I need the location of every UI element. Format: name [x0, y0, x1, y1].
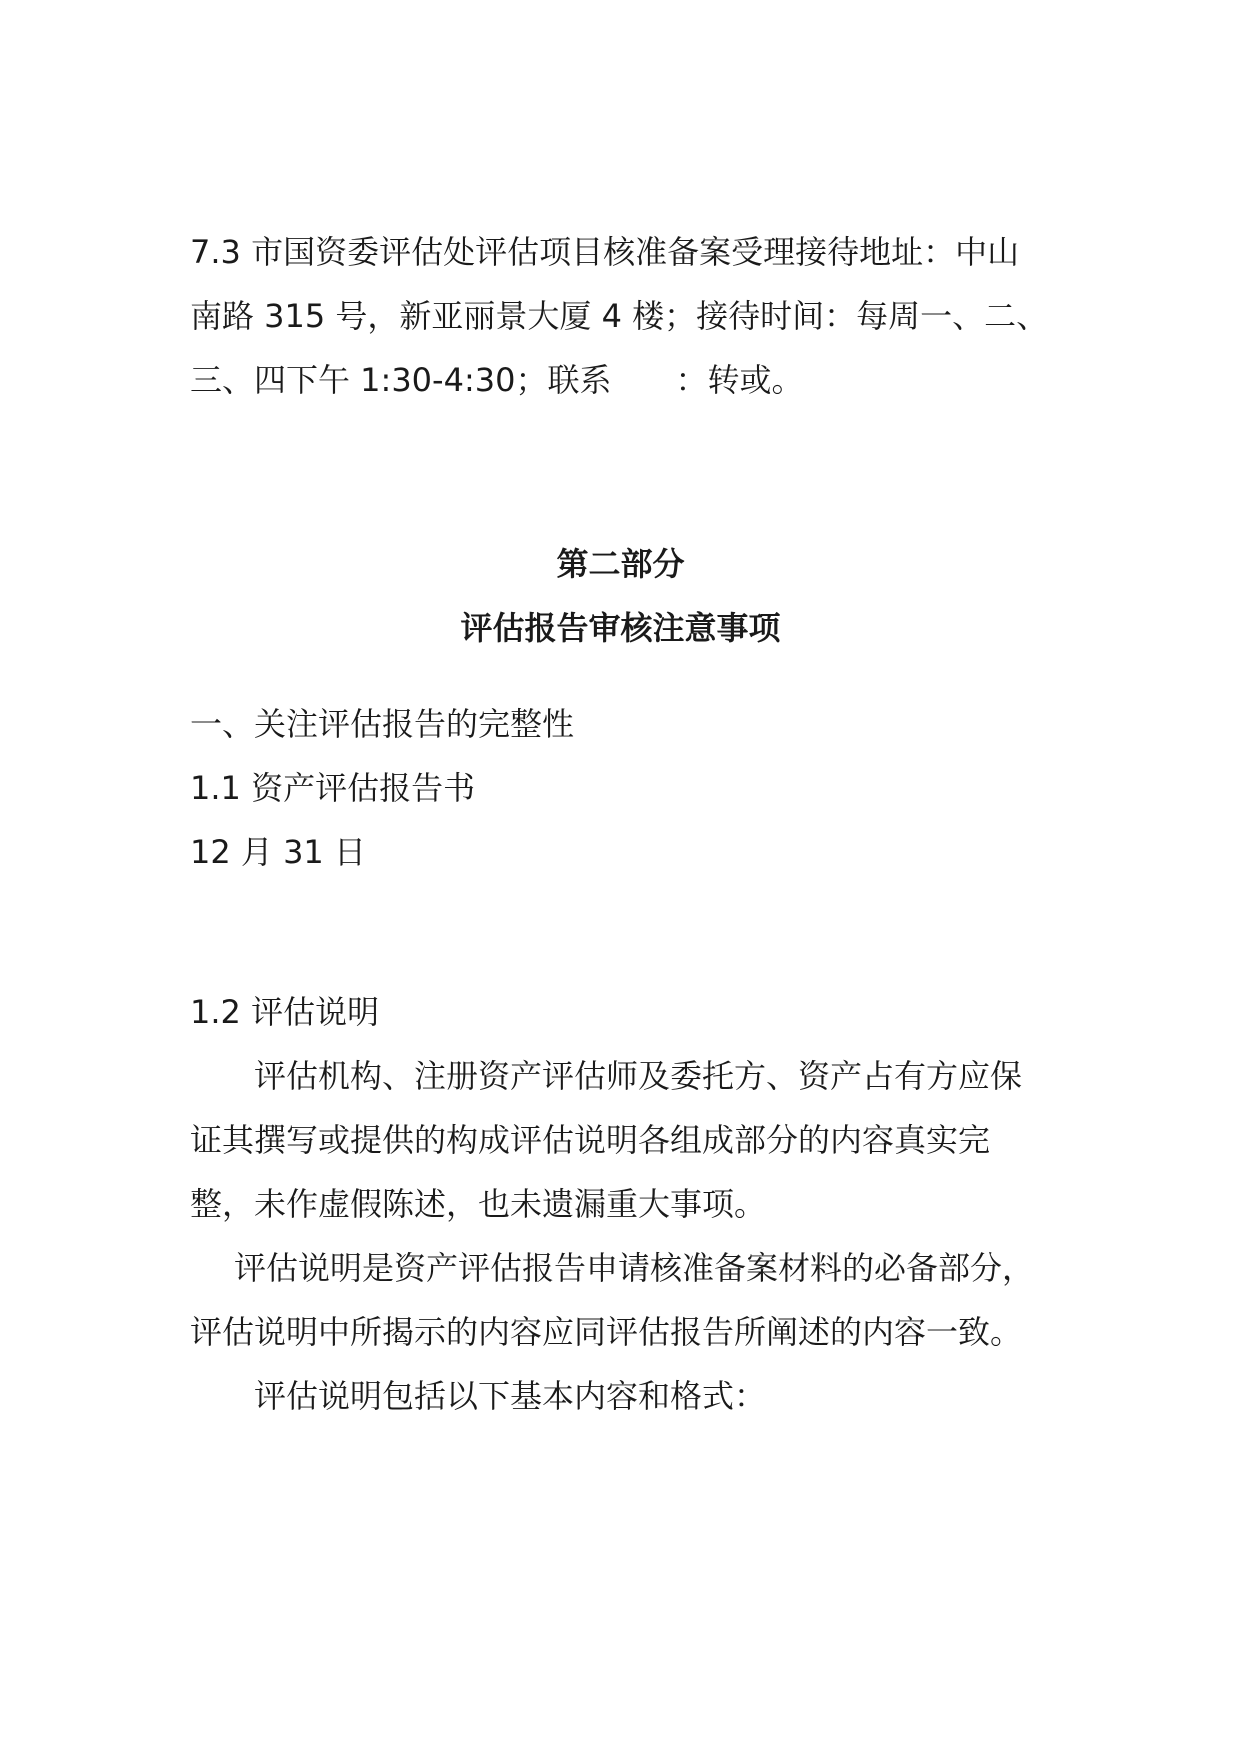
paragraph-1-line-1: 评估机构、注册资产评估师及委托方、资产占有方应保	[254, 1057, 1023, 1095]
part-subtitle: 评估报告审核注意事项	[460, 609, 781, 647]
paragraph-2-line-2: 评估说明中所揭示的内容应同评估报告所阐述的内容一致。	[190, 1313, 1023, 1351]
item-1-2: 1.2 评估说明	[190, 993, 380, 1031]
section-7-3-line-1: 7.3 市国资委评估处评估项目核准备案受理接待地址：中山	[190, 233, 1020, 271]
item-1-1: 1.1 资产评估报告书	[190, 769, 476, 807]
section-7-3-line-3: 三、四下午 1:30-4:30；联系 ：转或。	[190, 361, 804, 399]
part-title: 第二部分	[556, 545, 685, 583]
section-heading: 一、关注评估报告的完整性	[190, 705, 575, 743]
paragraph-1-line-2: 证其撰写或提供的构成评估说明各组成部分的内容真实完	[190, 1121, 991, 1159]
paragraph-2-line-1: 评估说明是资产评估报告申请核准备案材料的必备部分，	[234, 1249, 1035, 1287]
date-line: 12 月 31 日	[190, 833, 366, 871]
paragraph-1-line-3: 整，未作虚假陈述，也未遗漏重大事项。	[190, 1185, 767, 1223]
paragraph-3-line-1: 评估说明包括以下基本内容和格式：	[254, 1377, 767, 1415]
section-7-3-line-2: 南路 315 号，新亚丽景大厦 4 楼；接待时间：每周一、二、	[190, 297, 1049, 335]
